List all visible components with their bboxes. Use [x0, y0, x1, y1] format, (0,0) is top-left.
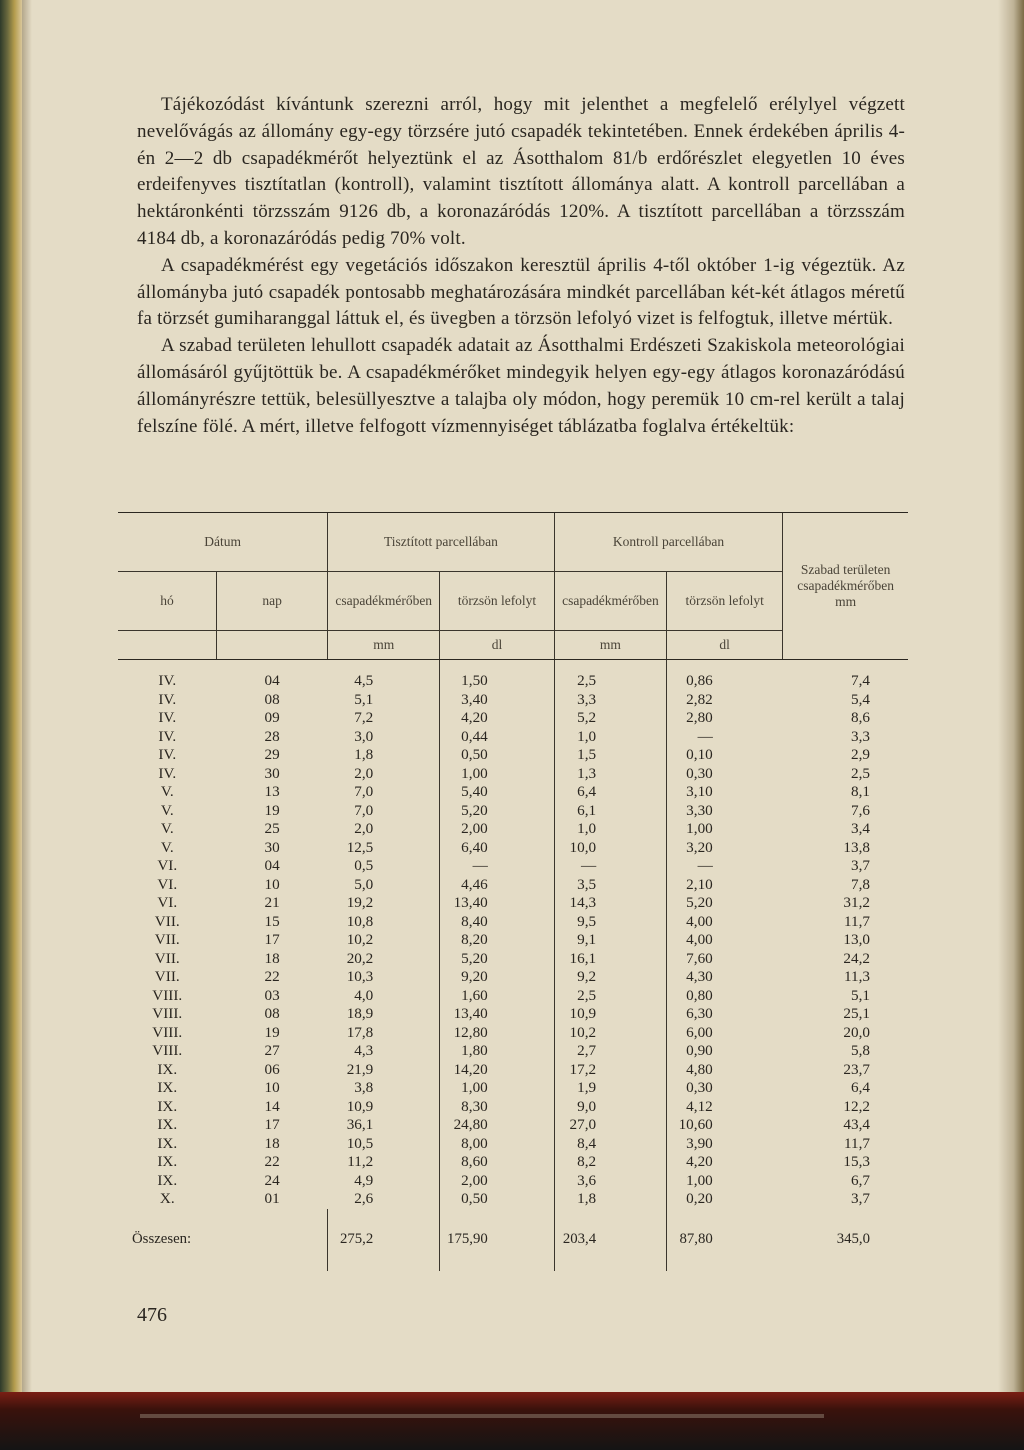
table-row: [118, 857, 908, 876]
table-row: [118, 876, 908, 895]
table-cell: 22: [264, 968, 280, 985]
table-cell: 3,3: [851, 727, 870, 745]
table-cell: 1,00: [440, 765, 554, 784]
table-cell: 7,8: [851, 875, 870, 893]
table-row: [118, 950, 908, 969]
table-cell: 22: [264, 1153, 280, 1170]
table-cell: V.: [160, 783, 174, 800]
table-cell: 0,20: [667, 1190, 783, 1209]
table-cell: IX.: [157, 1116, 178, 1133]
total-value: 203,4: [554, 1209, 666, 1271]
table-cell: 4,3: [354, 1042, 374, 1059]
table-cell: 3,8: [354, 1079, 374, 1096]
table-cell: 25: [264, 820, 280, 837]
table-cell: 24: [264, 1171, 280, 1189]
table-cell: 8,6: [851, 709, 870, 726]
table-cell: 2,7: [554, 1042, 666, 1061]
table-cell: 21: [264, 894, 280, 911]
table-cell: 1,00: [440, 1079, 554, 1098]
table-cell: 11,7: [843, 912, 870, 930]
table-cell: 9,20: [440, 968, 554, 987]
total-label: Összesen:: [132, 1231, 192, 1248]
table-cell: 21,9: [346, 1060, 374, 1078]
table-cell: 24,2: [843, 949, 870, 967]
table-cell: IX.: [157, 1079, 178, 1096]
table-cell: 7,2: [354, 709, 374, 726]
header-unit-empty-1: [118, 631, 217, 660]
table-cell: 30: [264, 838, 280, 856]
table-cell: 8,1: [851, 783, 870, 800]
table-cell: IX.: [157, 1134, 178, 1152]
table-row: [118, 691, 908, 710]
table-row: [118, 1172, 908, 1191]
table-cell: 7,6: [851, 801, 870, 819]
table-cell: —: [440, 857, 554, 876]
table-cell: IX.: [157, 1097, 178, 1115]
total-value: 87,80: [667, 1209, 783, 1271]
table-cell: —: [667, 728, 783, 747]
table-cell: 04: [264, 857, 280, 874]
table-cell: 6,4: [851, 1079, 870, 1096]
table-row: [118, 1042, 908, 1061]
table-cell: 11,7: [843, 1134, 870, 1152]
table-cell: 20,2: [346, 949, 374, 967]
table-cell: 27: [264, 1042, 280, 1059]
table-cell: 01: [264, 1190, 280, 1207]
table-row: [118, 1153, 908, 1172]
table-row: [118, 783, 908, 802]
table-cell: 7,0: [354, 801, 374, 819]
table-cell: 18: [264, 949, 280, 967]
total-value: 345,0: [836, 1231, 870, 1248]
data-table: [118, 512, 908, 1271]
table-cell: 06: [264, 1060, 280, 1078]
header-tisztitott: Tisztított parcellában: [328, 513, 555, 572]
table-cell: 08: [264, 690, 280, 708]
table-cell: 13: [264, 783, 280, 800]
table-cell: 17: [264, 931, 280, 948]
table-cell: 2,00: [440, 1172, 554, 1191]
table-cell: 19,2: [346, 894, 374, 911]
table-cell: 10,5: [346, 1134, 374, 1152]
table-cell: 03: [264, 986, 280, 1004]
table-cell: 13,8: [843, 838, 870, 856]
table-cell: 10: [264, 875, 280, 893]
table-cell: 1,8: [554, 1190, 666, 1209]
table-cell: IX.: [157, 1153, 178, 1170]
table-cell: 4,00: [667, 913, 783, 932]
table-cell: 19: [264, 801, 280, 819]
table-cell: 18: [264, 1134, 280, 1152]
table-cell: 27,0: [554, 1116, 666, 1135]
table-cell: 10: [264, 1079, 280, 1096]
table-cell: 9,2: [554, 968, 666, 987]
table-cell: 18,9: [346, 1005, 374, 1022]
table-cell: 9,5: [554, 913, 666, 932]
table-cell: 1,80: [440, 1042, 554, 1061]
table-cell: 0,44: [440, 728, 554, 747]
table-row: [118, 987, 908, 1006]
table-cell: 6,4: [554, 783, 666, 802]
table-cell: 10,2: [554, 1024, 666, 1043]
table-row: [118, 820, 908, 839]
table-row: [118, 894, 908, 913]
table-cell: 1,5: [554, 746, 666, 765]
table-cell: 5,1: [354, 690, 374, 708]
table-cell: 0,30: [667, 1079, 783, 1098]
table-cell: V.: [160, 820, 174, 837]
table-cell: 8,2: [554, 1153, 666, 1172]
paragraph-3: A szabad területen lehullott csapadék adatait az Ásotthalmi Erdészeti Szakiskola meteorológiai állomásáról gyűjtöttük be. A csapadékmérőket mindegyik helyen egy-egy átlagos koronazáródású állományrészre tettük, belesüllyesztve a talajba oly módon, hogy peremük 10 cm-rel került a talaj felszíne fölé. A mért, illetve felfogott vízmennyiséget táblázatba foglalva értékeltük:: [137, 335, 905, 437]
table-cell: VII.: [154, 912, 180, 930]
table-row: [118, 765, 908, 784]
table-cell: 4,0: [354, 986, 374, 1004]
table-cell: 3,30: [667, 802, 783, 821]
table-cell: 3,4: [851, 820, 870, 837]
table-row: [118, 931, 908, 950]
table-cell: 13,40: [440, 1005, 554, 1024]
table-cell: 7,4: [851, 672, 870, 689]
table-cell: 2,82: [667, 691, 783, 710]
table-cell: 5,20: [440, 802, 554, 821]
table-cell: 0,10: [667, 746, 783, 765]
table-cell: 24,80: [440, 1116, 554, 1135]
table-row: [118, 728, 908, 747]
table-cell: 5,20: [667, 894, 783, 913]
header-kontroll-torzson: törzsön lefolyt: [667, 572, 783, 631]
table-cell: 2,10: [667, 876, 783, 895]
table-cell: 36,1: [346, 1116, 374, 1133]
table-cell: 6,7: [851, 1171, 870, 1189]
table-row: [118, 1190, 908, 1209]
page-edge-shadow: [998, 0, 1024, 1450]
table-cell: 10,9: [346, 1097, 374, 1115]
table-cell: 3,3: [554, 691, 666, 710]
table-cell: 5,2: [554, 709, 666, 728]
dark-bottom-band: [0, 1392, 1024, 1450]
total-value: 175,90: [440, 1209, 554, 1271]
header-tisztitott-csap: csapadékmérőben: [328, 572, 440, 631]
table-cell: 6,00: [667, 1024, 783, 1043]
table-cell: 4,80: [667, 1061, 783, 1080]
table-row: [118, 968, 908, 987]
table-cell: 17: [264, 1116, 280, 1133]
table-cell: 09: [264, 709, 280, 726]
table-row: [118, 1005, 908, 1024]
table-cell: 4,20: [667, 1153, 783, 1172]
table-cell: V.: [160, 801, 174, 819]
table-cell: 3,7: [851, 857, 870, 874]
table-cell: 7,0: [354, 783, 374, 800]
table-cell: 11,2: [347, 1153, 374, 1170]
table-cell: 8,4: [554, 1135, 666, 1154]
header-kontroll: Kontroll parcellában: [554, 513, 783, 572]
table-cell: 3,5: [554, 876, 666, 895]
table-cell: 5,4: [851, 690, 870, 708]
table-cell: 0,5: [354, 857, 374, 874]
table-cell: 2,0: [354, 764, 374, 782]
table-cell: 11,3: [843, 968, 870, 985]
total-row: [118, 1209, 908, 1271]
table-cell: 43,4: [843, 1116, 870, 1133]
table-cell: 12,2: [843, 1097, 870, 1115]
table-cell: IV.: [158, 690, 177, 708]
table-cell: 0,50: [440, 746, 554, 765]
table-cell: VIII.: [152, 1042, 183, 1059]
header-szabad: Szabad területen csapadékmérőben mm: [783, 513, 908, 660]
table-cell: IX.: [157, 1060, 178, 1078]
table-cell: 7,60: [667, 950, 783, 969]
table-cell: IV.: [158, 764, 177, 782]
table-cell: —: [667, 857, 783, 876]
table-cell: 6,40: [440, 839, 554, 858]
table-cell: 5,20: [440, 950, 554, 969]
header-ho: hó: [118, 572, 217, 631]
table-cell: 0,50: [440, 1190, 554, 1209]
table-cell: 19: [264, 1023, 280, 1041]
header-unit-empty-2: [217, 631, 328, 660]
table-cell: VI.: [157, 875, 178, 893]
header-tisztitott-torzson: törzsön lefolyt: [440, 572, 554, 631]
table-cell: 23,7: [843, 1060, 870, 1078]
table-cell: 04: [264, 672, 280, 689]
table-cell: 31,2: [843, 894, 870, 911]
table-cell: 5,1: [851, 986, 870, 1004]
table-cell: VIII.: [152, 1005, 183, 1022]
table-cell: 8,30: [440, 1098, 554, 1117]
table-cell: 28: [264, 727, 280, 745]
table-row: [118, 660, 908, 691]
table-row: [118, 709, 908, 728]
table-row: [118, 1024, 908, 1043]
table-cell: 1,0: [554, 820, 666, 839]
table-cell: 2,5: [554, 660, 666, 691]
table-cell: 4,12: [667, 1098, 783, 1117]
table-cell: 8,60: [440, 1153, 554, 1172]
header-unit-dl-1: dl: [440, 631, 554, 660]
table-row: [118, 1116, 908, 1135]
table-cell: 5,0: [354, 875, 374, 893]
table-cell: 10,2: [346, 931, 374, 948]
table-cell: 0,80: [667, 987, 783, 1006]
table-row: [118, 913, 908, 932]
table-cell: 8,00: [440, 1135, 554, 1154]
table-cell: IV.: [158, 727, 177, 745]
table-cell: 3,20: [667, 839, 783, 858]
table-cell: 08: [264, 1005, 280, 1022]
page-number: 476: [137, 1304, 167, 1326]
table-cell: —: [554, 857, 666, 876]
table-cell: 4,20: [440, 709, 554, 728]
table-cell: IV.: [158, 746, 177, 763]
table-cell: 14,20: [440, 1061, 554, 1080]
table-cell: VI.: [157, 857, 178, 874]
table-cell: 15,3: [843, 1153, 870, 1170]
table-cell: 13,40: [440, 894, 554, 913]
table-cell: VIII.: [152, 1023, 183, 1041]
table-cell: 2,6: [354, 1190, 374, 1207]
table-cell: 20,0: [843, 1023, 870, 1041]
table-cell: 0,86: [667, 660, 783, 691]
table-cell: 0,90: [667, 1042, 783, 1061]
table-cell: 3,7: [851, 1190, 870, 1207]
table-cell: 2,5: [554, 987, 666, 1006]
table-row: [118, 746, 908, 765]
table-cell: 0,30: [667, 765, 783, 784]
table-cell: 2,80: [667, 709, 783, 728]
table-cell: 10,60: [667, 1116, 783, 1135]
header-unit-dl-2: dl: [667, 631, 783, 660]
header-unit-mm-1: mm: [328, 631, 440, 660]
table-cell: 2,00: [440, 820, 554, 839]
table-cell: 2,0: [354, 820, 374, 837]
table-cell: 15: [264, 912, 280, 930]
table-cell: 4,30: [667, 968, 783, 987]
table-cell: 29: [264, 746, 280, 763]
table-cell: 10,8: [346, 912, 374, 930]
table-cell: 3,10: [667, 783, 783, 802]
table-cell: 10,9: [554, 1005, 666, 1024]
header-datum: Dátum: [118, 513, 328, 572]
table-cell: 3,40: [440, 691, 554, 710]
table-cell: 3,0: [354, 727, 374, 745]
table-cell: 12,80: [440, 1024, 554, 1043]
table-cell: 30: [264, 764, 280, 782]
table-cell: 16,1: [554, 950, 666, 969]
body-text: [137, 92, 905, 440]
table-row: [118, 1098, 908, 1117]
table-cell: 9,1: [554, 931, 666, 950]
table-cell: 3,6: [554, 1172, 666, 1191]
table-cell: 4,46: [440, 876, 554, 895]
total-value: 275,2: [328, 1209, 440, 1271]
table-cell: 1,60: [440, 987, 554, 1006]
table-row: [118, 1079, 908, 1098]
table-row: [118, 802, 908, 821]
table-cell: 2,5: [851, 764, 870, 782]
table-row: [118, 1061, 908, 1080]
table-cell: VII.: [154, 931, 180, 948]
precipitation-table: [118, 512, 908, 1271]
table-row: [118, 839, 908, 858]
table-cell: 4,5: [354, 672, 374, 689]
table-cell: 1,0: [554, 728, 666, 747]
table-cell: 9,0: [554, 1098, 666, 1117]
table-cell: 8,20: [440, 931, 554, 950]
table-cell: 1,3: [554, 765, 666, 784]
table-cell: 1,8: [354, 746, 374, 763]
table-cell: V.: [160, 838, 174, 856]
table-cell: IV.: [158, 672, 177, 689]
table-cell: VI.: [157, 894, 178, 911]
table-row: [118, 1135, 908, 1154]
header-nap: nap: [217, 572, 328, 631]
table-cell: X.: [159, 1190, 175, 1207]
table-cell: VIII.: [152, 986, 183, 1004]
table-cell: 12,5: [346, 838, 374, 856]
table-cell: 4,00: [667, 931, 783, 950]
table-cell: VII.: [154, 949, 180, 967]
table-cell: 1,00: [667, 1172, 783, 1191]
table-cell: 17,8: [346, 1023, 374, 1041]
table-cell: 5,8: [851, 1042, 870, 1059]
table-cell: 13,0: [843, 931, 870, 948]
table-cell: 8,40: [440, 913, 554, 932]
table-cell: 6,1: [554, 802, 666, 821]
table-cell: 1,50: [440, 660, 554, 691]
table-cell: 1,00: [667, 820, 783, 839]
table-cell: 14,3: [554, 894, 666, 913]
table-cell: VII.: [154, 968, 180, 985]
table-cell: 10,0: [554, 839, 666, 858]
book-binding: [0, 0, 22, 1450]
table-cell: 17,2: [554, 1061, 666, 1080]
table-cell: 4,9: [354, 1171, 374, 1189]
table-cell: IX.: [157, 1171, 178, 1189]
table-cell: 5,40: [440, 783, 554, 802]
table-cell: 2,9: [851, 746, 870, 763]
header-kontroll-csap: csapadékmérőben: [554, 572, 666, 631]
table-cell: IV.: [158, 709, 177, 726]
table-cell: 25,1: [843, 1005, 870, 1022]
table-cell: 14: [264, 1097, 280, 1115]
table-cell: 10,3: [346, 968, 374, 985]
header-unit-mm-2: mm: [554, 631, 666, 660]
table-cell: 3,90: [667, 1135, 783, 1154]
paragraph-1: Tájékozódást kívántunk szerezni arról, hogy mit jelenthet a megfelelő erélylyel végzett nevelővágás az állomány egy-egy törzsére jutó csapadék tekintetében. Ennek érdekében április 4-én 2—2 db csapadékmérőt helyeztünk el az Ásotthalom 81/b erdőrészlet elegyetlen 10 éves erdeifenyves tisztítatlan (kontroll), valamint tisztított állománya alatt. A kontroll parcellában a hektáronkénti törzsszám 9126 db, a koronazáródás 120%. A tisztított parcellában a törzsszám 4184 db, a koronazáródás pedig 70% volt.: [137, 94, 905, 249]
paragraph-2: A csapadékmérést egy vegetációs időszakon keresztül április 4-től október 1-ig végeztük. Az állományba jutó csapadék pontosabb meghatározására mindkét parcellában két-két átlagos méretű fa törzsét gumiharanggal láttuk el, és üvegben a törzsön lefolyó vizet is felfogtuk, illetve mértük.: [137, 254, 905, 330]
table-cell: 1,9: [554, 1079, 666, 1098]
table-cell: 6,30: [667, 1005, 783, 1024]
table-body: [118, 660, 908, 1209]
